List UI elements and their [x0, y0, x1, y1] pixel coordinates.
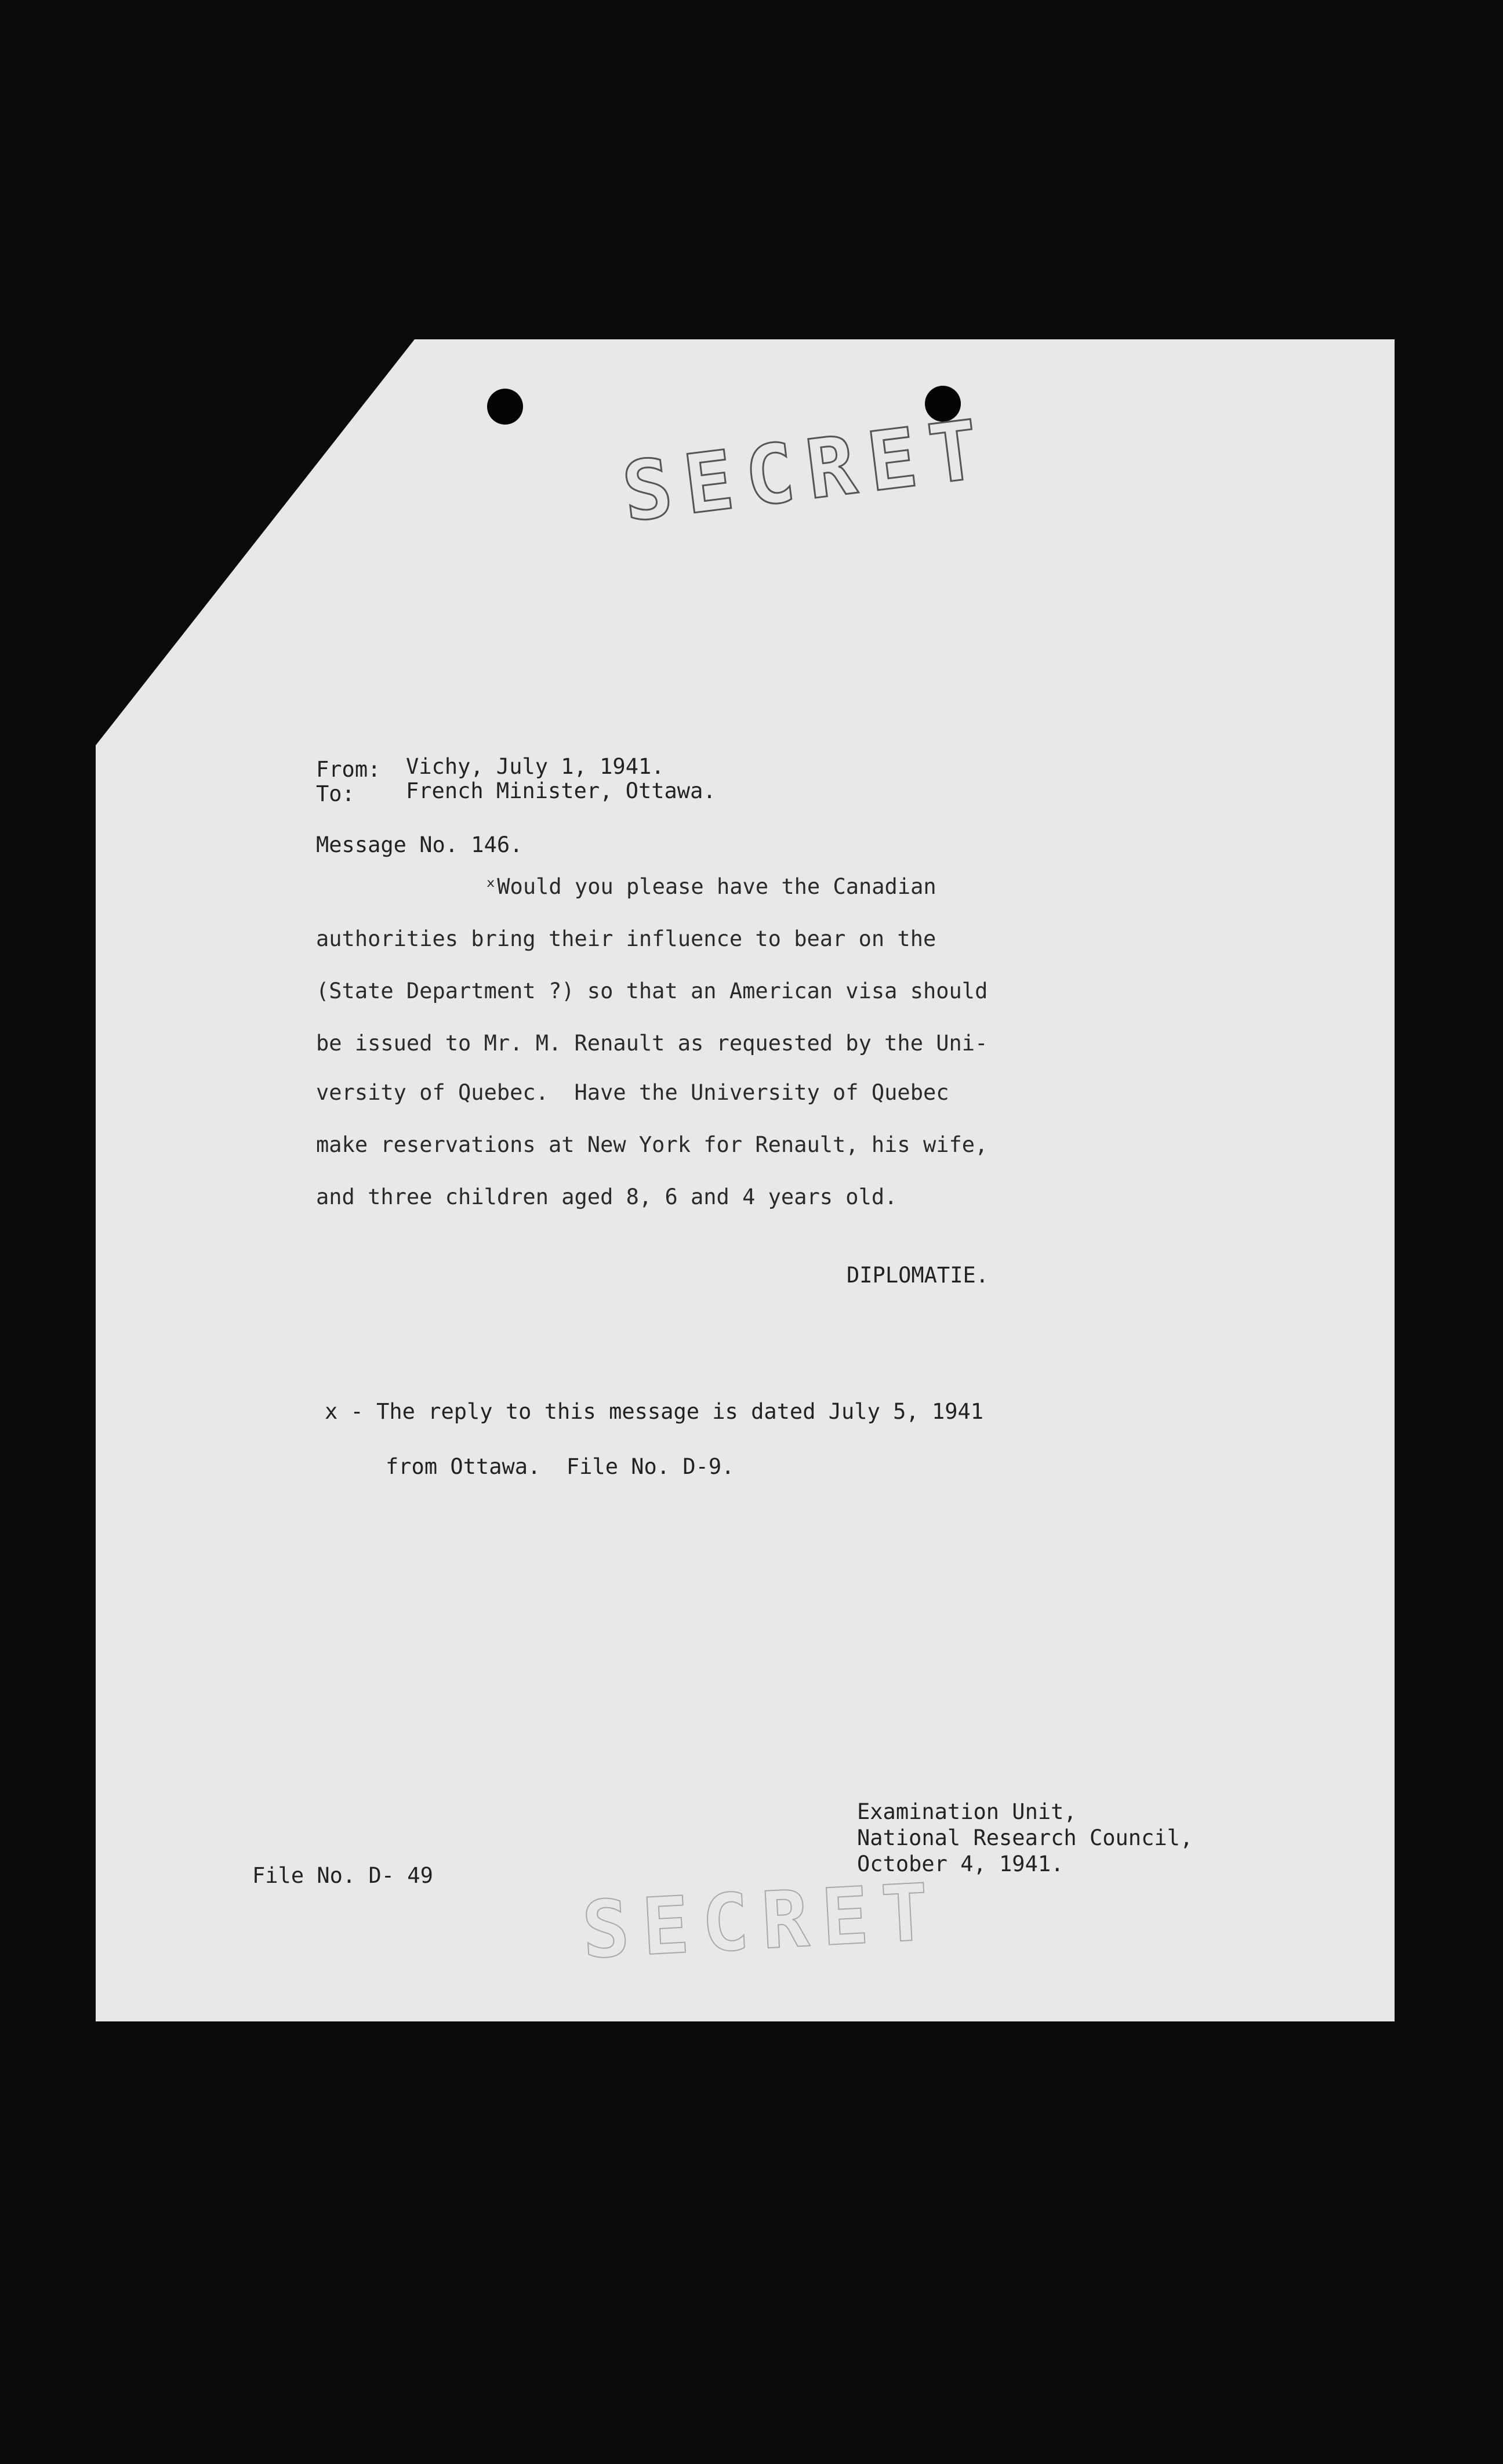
file-number: File No. D- 49	[252, 1863, 433, 1888]
body-line: authorities bring their influence to bear on the	[316, 926, 936, 951]
footnote-line-2: from Ottawa. File No. D-9.	[386, 1454, 735, 1479]
research-council-line: National Research Council,	[857, 1825, 1193, 1850]
from-value: Vichy, July 1, 1941.	[406, 754, 665, 779]
signature: DIPLOMATIE.	[847, 1263, 989, 1288]
to-label: To:	[316, 781, 355, 806]
footnote-line-1: x - The reply to this message is dated July 5, 1941	[325, 1399, 984, 1424]
body-line: (State Department ?) so that an American visa should	[316, 979, 988, 1003]
paper-sheet	[96, 339, 1395, 2021]
body-line: versity of Quebec. Have the University of Quebec	[316, 1080, 949, 1105]
punch-hole-left	[487, 389, 523, 425]
body-line: and three children aged 8, 6 and 4 years old.	[316, 1184, 898, 1209]
secret-stamp-top: SECRET	[618, 401, 996, 541]
secret-stamp-bottom: SECRET	[580, 1866, 944, 1976]
body-line: ˣWould you please have the Canadian	[484, 874, 936, 899]
date-line: October 4, 1941.	[857, 1851, 1064, 1876]
from-label: From:	[316, 757, 381, 782]
to-value: French Minister, Ottawa.	[406, 778, 716, 803]
message-number: Message No. 146.	[316, 832, 523, 857]
body-line: be issued to Mr. M. Renault as requested by the Uni-	[316, 1031, 988, 1056]
examination-unit-line: Examination Unit,	[857, 1799, 1077, 1824]
body-line: make reservations at New York for Renault, his wife,	[316, 1132, 988, 1157]
